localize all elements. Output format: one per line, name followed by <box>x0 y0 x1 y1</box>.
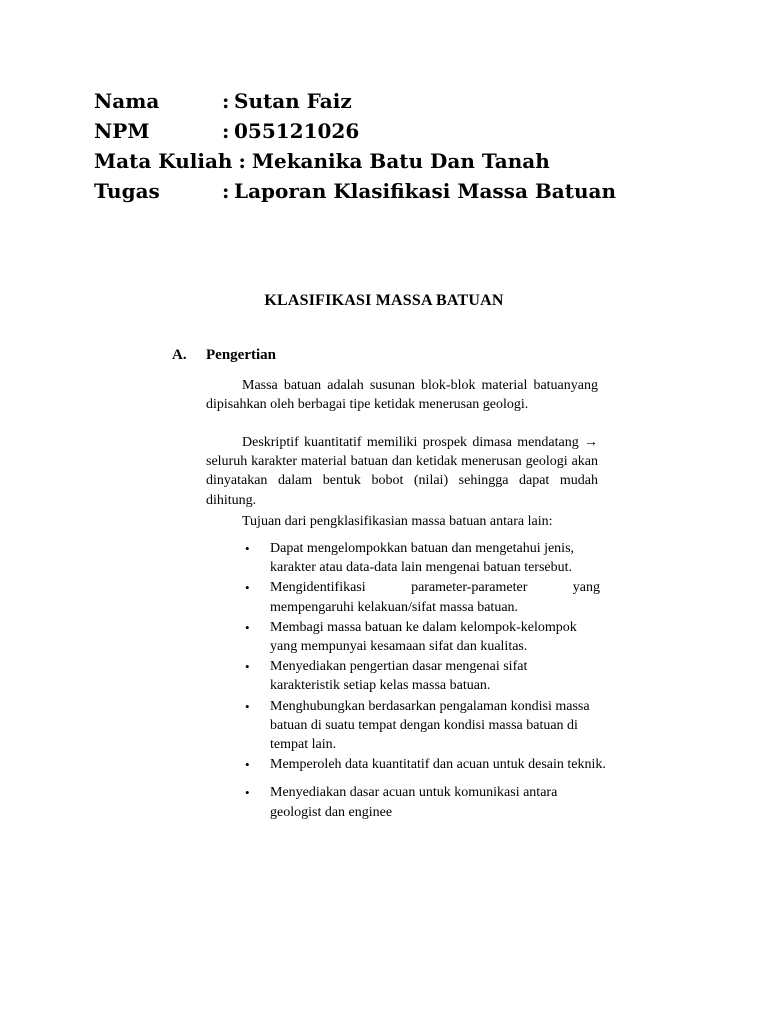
bullet-icon: • <box>245 541 250 556</box>
identity-value: 055121026 <box>234 119 360 143</box>
bullet-icon: • <box>245 698 250 714</box>
bullet-icon: • <box>245 580 250 596</box>
section-heading-text: Pengertian <box>206 347 276 363</box>
list-item <box>243 755 663 774</box>
bullet-icon: • <box>245 785 250 801</box>
identity-label: NPM <box>94 119 150 143</box>
bullet-icon: • <box>245 757 250 773</box>
identity-row-nama <box>94 86 616 116</box>
identity-label: Tugas <box>94 179 160 203</box>
list-item <box>243 618 663 656</box>
identity-row-npm <box>94 116 616 146</box>
paragraph-text: Deskriptif kuantitatif memiliki prospek dimasa mendatang → seluruh karakter material batuan dan ketidak menerusan geologi akan dinyatakan dalam bentuk bobot (nilai) sehingga dapat mudah dihitung. <box>206 435 598 508</box>
list-item <box>243 539 663 577</box>
section-heading <box>172 347 276 364</box>
list-item <box>243 783 663 821</box>
list-item-text: Menyediakan dasar acuan untuk komunikasi antara geologist dan enginee <box>270 785 558 820</box>
list-item <box>243 578 663 616</box>
list-item <box>243 657 663 695</box>
document-title: KLASIFIKASI MASSA BATUAN <box>264 292 504 309</box>
paragraph-purpose-intro: Tujuan dari pengklasifikasian massa batuan antara lain: <box>242 514 553 529</box>
identity-block <box>94 86 616 206</box>
identity-label: Mata Kuliah <box>94 149 233 173</box>
bullet-icon: • <box>245 619 250 635</box>
section-letter: A. <box>172 347 187 363</box>
identity-value: Sutan Faiz <box>234 89 352 113</box>
list-item-text: Menyediakan pengertian dasar mengenai sifat karakteristik setiap kelas massa batuan. <box>270 659 528 694</box>
list-item-text: Membagi massa batuan ke dalam kelompok-kelompok yang mempunyai kesamaan sifat dan kualitas. <box>270 619 577 655</box>
identity-label: Nama <box>94 89 160 113</box>
list-item-text: Dapat mengelompokkan batuan dan mengetahui jenis, karakter atau data-data lain mengenai batuan tersebut. <box>270 541 575 576</box>
identity-value: Mekanika Batu Dan Tanah <box>251 149 550 173</box>
identity-value: Laporan Klasifikasi Massa Batuan <box>234 179 617 203</box>
identity-separator: : <box>238 149 246 173</box>
bullet-icon: • <box>245 659 250 675</box>
paragraph-descriptive <box>206 433 598 510</box>
list-item <box>243 697 663 755</box>
identity-row-mata-kuliah <box>94 146 616 176</box>
identity-separator: : <box>222 179 230 203</box>
identity-separator: : <box>222 119 230 143</box>
identity-separator: : <box>222 89 230 113</box>
paragraph-text: Massa batuan adalah susunan blok-blok material batuanyang dipisahkan oleh berbagai tipe ketidak menerusan geologi. <box>206 378 598 413</box>
purpose-bullet-list <box>243 539 663 823</box>
identity-row-tugas <box>94 176 616 206</box>
list-item-text: Menghubungkan berdasarkan pengalaman kondisi massa batuan di suatu tempat dengan kondisi massa batuan di tempat lain. <box>270 698 590 753</box>
list-item-text: Mengidentifikasi parameter-parameter yang mempengaruhi kelakuan/sifat massa batuan. <box>270 580 600 615</box>
list-item-text: Memperoleh data kuantitatif dan acuan untuk desain teknik. <box>270 757 606 773</box>
paragraph-definition <box>206 376 598 414</box>
